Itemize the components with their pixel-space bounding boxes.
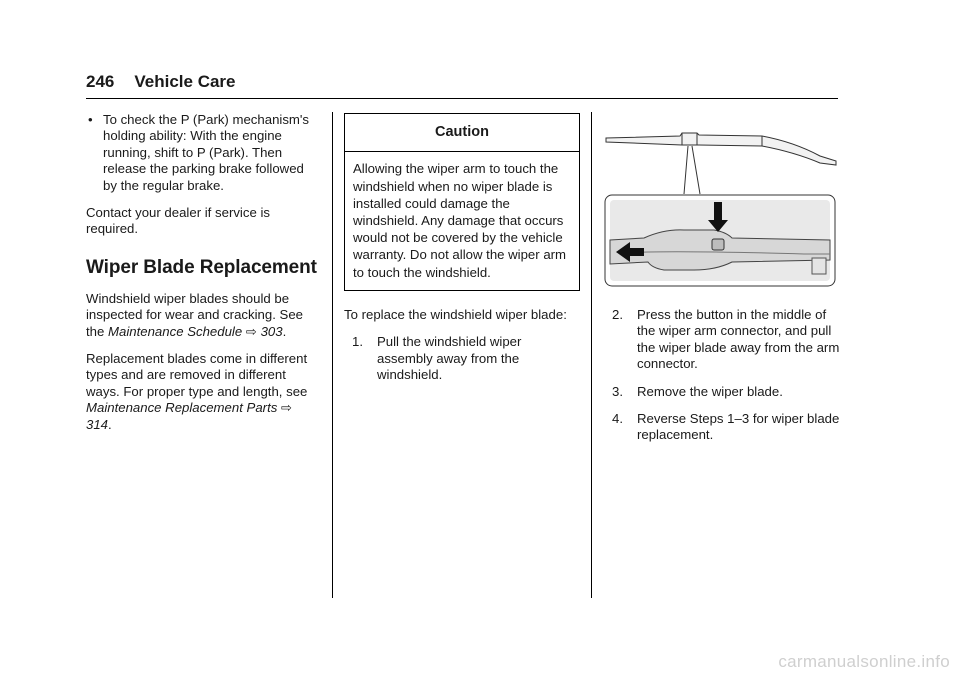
- caution-box: [344, 113, 580, 291]
- intro-paragraph: To replace the windshield wiper blade:: [344, 307, 567, 322]
- bullet-item: [86, 112, 321, 194]
- caution-title: Caution: [345, 114, 579, 152]
- step-item: [604, 307, 840, 373]
- column-divider-2: [591, 112, 592, 598]
- column-middle: [344, 307, 580, 395]
- dealer-paragraph: Contact your dealer if service is required.: [86, 205, 270, 237]
- step-text: Press the button in the middle of the wiper arm connector, and pull the wiper blade away from the arm connector.: [637, 307, 840, 372]
- page-ref-number[interactable]: 303: [260, 323, 283, 339]
- replacement-paragraph: Replacement blades come in different types and are removed in different ways. For proper type and length, see Maintenance Replacement Parts ⇨ 314.: [86, 351, 308, 432]
- step-number: 4.: [612, 411, 623, 427]
- step-item: [344, 334, 580, 383]
- step-number: 2.: [612, 307, 623, 322]
- bullet-text: To check the P (Park) mechanism's holding ability: With the engine running, shift to P (Park). Then release the parking brake followed by the regular brake.: [103, 112, 310, 193]
- step-number: 1.: [352, 334, 363, 350]
- bullet-marker: •: [88, 112, 93, 127]
- page-ref-number[interactable]: 314: [86, 416, 109, 432]
- watermark: carmanualsonline.info: [778, 652, 950, 671]
- page-header: [86, 72, 236, 92]
- replacement-text: Replacement blades come in different types and are removed in different ways. For proper type and length, see: [86, 351, 308, 399]
- column-divider-1: [332, 112, 333, 598]
- header-rule: [86, 98, 838, 99]
- inspect-paragraph: Windshield wiper blades should be inspected for wear and cracking. See the Maintenance Schedule ⇨ 303.: [86, 290, 303, 339]
- caution-body: Allowing the wiper arm to touch the windshield when no wiper blade is installed could damage the windshield. Any damage that occurs would not be covered by the vehicle warranty. Do not allow the wiper arm to touch the windshield.: [353, 161, 567, 280]
- step-text: Pull the windshield wiper assembly away from the windshield.: [377, 334, 522, 383]
- column-left: [86, 112, 321, 444]
- wiper-arm-drawing: [606, 133, 836, 194]
- page-ref-icon: ⇨: [245, 323, 257, 339]
- maintenance-schedule-link[interactable]: Maintenance Schedule: [108, 323, 243, 339]
- step-text: Remove the wiper blade.: [637, 383, 783, 399]
- step-number: 3.: [612, 383, 623, 399]
- wiper-connector-illustration: [604, 128, 838, 290]
- section-title: Vehicle Care: [134, 72, 236, 91]
- inspect-text: Windshield wiper blades should be inspected for wear and cracking. See the: [86, 290, 303, 339]
- section-heading: Wiper Blade Replacement: [86, 256, 317, 278]
- step-text: Reverse Steps 1–3 for wiper blade replacement.: [637, 411, 840, 443]
- page-number: 246: [86, 72, 115, 91]
- column-right: [604, 307, 840, 455]
- maintenance-replacement-parts-link[interactable]: Maintenance Replacement Parts: [86, 400, 278, 416]
- page-ref-icon: ⇨: [281, 400, 293, 416]
- step-item: [604, 384, 840, 400]
- step-item: [604, 411, 840, 444]
